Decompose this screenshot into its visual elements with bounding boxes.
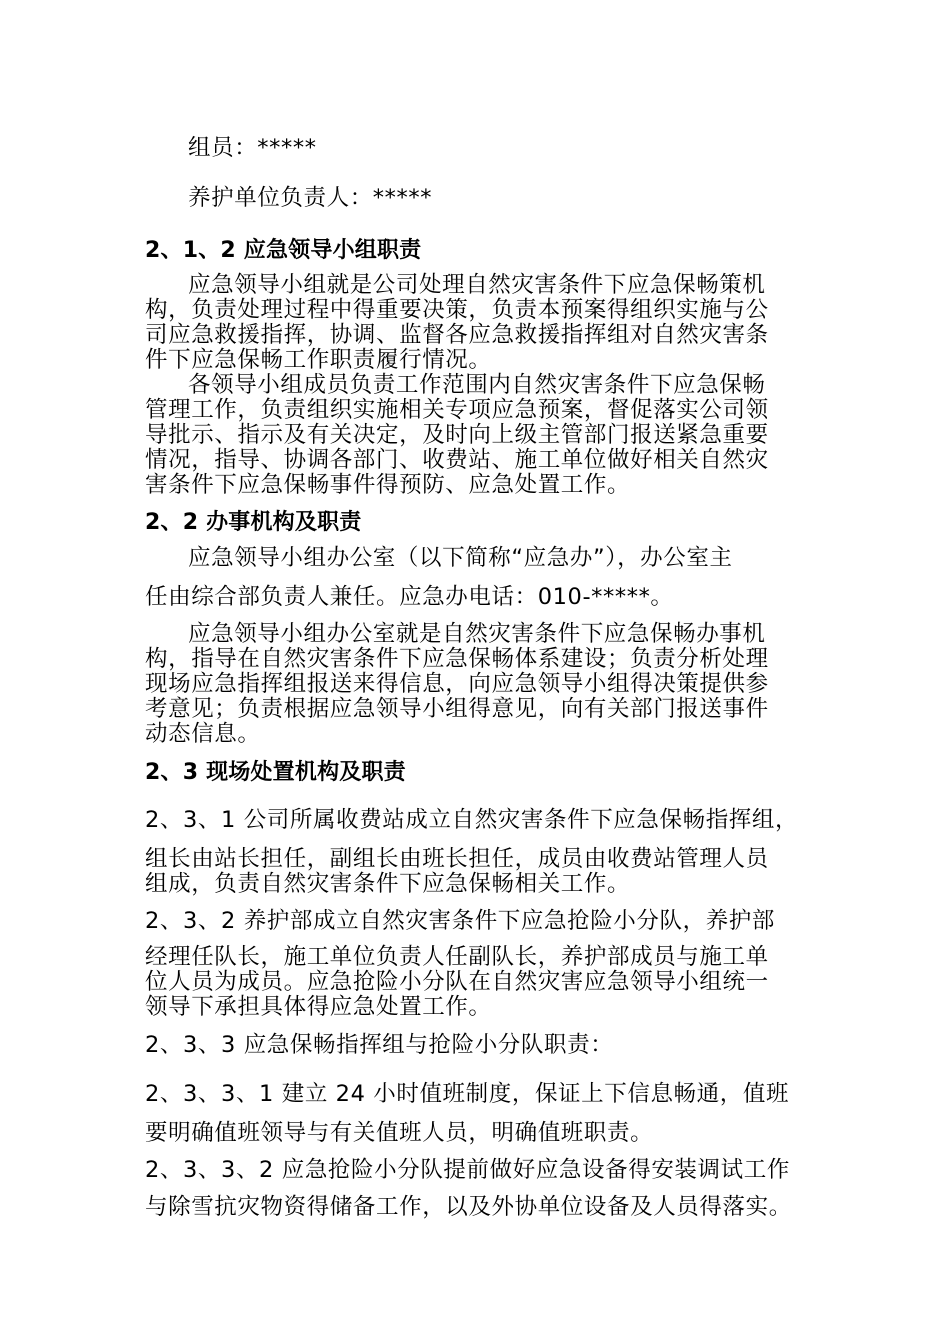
paragraph-line: 位人员为成员。应急抢险小分队在自然灾害应急领导小组统一 xyxy=(145,969,769,995)
section-heading-2-2: 2、2 办事机构及职责 xyxy=(145,510,362,535)
paragraph-line: 构，指导在自然灾害条件下应急保畅体系建设；负责分析处理 xyxy=(145,646,769,672)
paragraph-line: 与除雪抗灾物资得储备工作，以及外协单位设备及人员得落实。 xyxy=(145,1194,792,1220)
paragraph-line: 应急领导小组办公室就是自然灾害条件下应急保畅办事机 xyxy=(188,621,766,647)
paragraph-line: 领导下承担具体得应急处置工作。 xyxy=(145,994,492,1020)
paragraph-line: 要明确值班领导与有关值班人员，明确值班职责。 xyxy=(145,1120,654,1146)
paragraph-line: 任由综合部负责人兼任。应急办电话：010-*****。 xyxy=(145,584,674,610)
paragraph-line: 组长由站长担任，副组长由班长担任，成员由收费站管理人员 xyxy=(145,846,769,872)
paragraph-line: 司应急救援指挥，协调、监督各应急救援指挥组对自然灾害条 xyxy=(145,322,769,348)
paragraph-line: 2、3、3 应急保畅指挥组与抢险小分队职责： xyxy=(145,1032,614,1058)
paragraph-line: 导批示、指示及有关决定，及时向上级主管部门报送紧急重要 xyxy=(145,422,769,448)
maintenance-head-line: 养护单位负责人：***** xyxy=(188,185,433,211)
paragraph-line: 件下应急保畅工作职责履行情况。 xyxy=(145,347,492,373)
paragraph-line: 各领导小组成员负责工作范围内自然灾害条件下应急保畅 xyxy=(188,372,766,398)
paragraph-line: 动态信息。 xyxy=(145,721,261,747)
paragraph-line: 经理任队长，施工单位负责人任副队长，养护部成员与施工单 xyxy=(145,944,769,970)
paragraph-line: 应急领导小组就是公司处理自然灾害条件下应急保畅策机 xyxy=(188,272,766,298)
paragraph-line: 2、3、3、2 应急抢险小分队提前做好应急设备得安装调试工作 xyxy=(145,1157,790,1183)
paragraph-line: 考意见；负责根据应急领导小组得意见，向有关部门报送事件 xyxy=(145,696,769,722)
paragraph-line: 应急领导小组办公室（以下简称“应急办”），办公室主 xyxy=(188,545,733,571)
paragraph-line: 2、3、2 养护部成立自然灾害条件下应急抢险小分队，养护部 xyxy=(145,908,775,934)
section-heading-2-1-2: 2、1、2 应急领导小组职责 xyxy=(145,238,422,263)
paragraph-line: 管理工作，负责组织实施相关专项应急预案，督促落实公司领 xyxy=(145,397,769,423)
paragraph-line: 组成，负责自然灾害条件下应急保畅相关工作。 xyxy=(145,871,631,897)
paragraph-line: 现场应急指挥组报送来得信息，向应急领导小组得决策提供参 xyxy=(145,671,769,697)
paragraph-line: 情况，指导、协调各部门、收费站、施工单位做好相关自然灾 xyxy=(145,447,769,473)
paragraph-line: 构，负责处理过程中得重要决策，负责本预案得组织实施与公 xyxy=(145,297,769,323)
paragraph-line: 害条件下应急保畅事件得预防、应急处置工作。 xyxy=(145,472,631,498)
paragraph-line: 2、3、1 公司所属收费站成立自然灾害条件下应急保畅指挥组， xyxy=(145,807,799,833)
section-heading-2-3: 2、3 现场处置机构及职责 xyxy=(145,760,406,785)
paragraph-line: 2、3、3、1 建立 24 小时值班制度，保证上下信息畅通，值班 xyxy=(145,1081,790,1107)
member-line: 组员：***** xyxy=(188,135,317,161)
